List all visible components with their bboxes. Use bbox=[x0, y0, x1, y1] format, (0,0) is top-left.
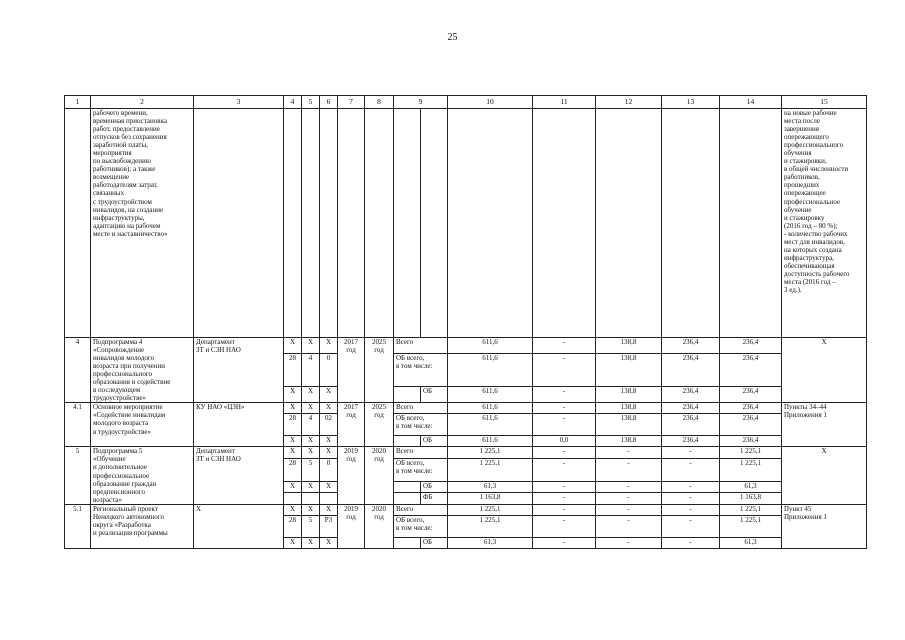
code-cell: Р3 bbox=[320, 515, 338, 537]
value-2018: - bbox=[596, 481, 662, 492]
value-2017: - bbox=[533, 458, 596, 481]
indicator-note: Пункт 45 Приложения 1 bbox=[782, 504, 867, 548]
code-cell: Х bbox=[302, 338, 320, 354]
code-cell: 0 bbox=[320, 354, 338, 387]
value-2017: - bbox=[533, 403, 596, 414]
value-2020: 236,4 bbox=[720, 436, 782, 447]
code-cell: Х bbox=[320, 504, 338, 515]
activity-name: Подпрограмма 5 «Обучение и дополнительное профессиональное образование граждан предпенсионного возраста» bbox=[91, 447, 194, 504]
value-2020: 1 225,1 bbox=[720, 458, 782, 481]
end-year: 2025 год bbox=[365, 403, 394, 447]
column-number-1: 1 bbox=[65, 96, 91, 109]
value-2018: 138,8 bbox=[596, 414, 662, 436]
code-cell: 5 bbox=[302, 515, 320, 537]
value-2019: 236,4 bbox=[662, 338, 720, 354]
source-label: ОБ всего, в том числе: bbox=[394, 354, 448, 387]
code-cell: Х bbox=[302, 481, 320, 492]
value-total: 1 225,1 bbox=[448, 447, 533, 458]
value-2020: 236,4 bbox=[720, 414, 782, 436]
value-2018: 138,8 bbox=[596, 387, 662, 403]
value-total: 1 163,8 bbox=[448, 493, 533, 505]
source-label bbox=[394, 537, 421, 548]
start-year: 2017 год bbox=[338, 338, 365, 403]
value-2019: - bbox=[662, 481, 720, 492]
column-number-8: 8 bbox=[365, 96, 394, 109]
value-2020: 1 225,1 bbox=[720, 504, 782, 515]
table-row bbox=[65, 504, 867, 515]
code-cell: Х bbox=[320, 338, 338, 354]
executor: Департамент ЗТ и СЗН НАО bbox=[194, 447, 284, 504]
executor: Департамент ЗТ и СЗН НАО bbox=[194, 338, 284, 403]
column-number-7: 7 bbox=[338, 96, 365, 109]
value-2018: - bbox=[596, 515, 662, 537]
code-cell: Х bbox=[284, 338, 302, 354]
code-cell: 28 bbox=[284, 414, 302, 436]
value-2018: - bbox=[596, 504, 662, 515]
value-total: 611,6 bbox=[448, 436, 533, 447]
value-2020: 236,4 bbox=[720, 354, 782, 387]
value-2018: - bbox=[596, 537, 662, 548]
source-label: Всего bbox=[394, 447, 448, 458]
column-number-14: 14 bbox=[720, 96, 782, 109]
empty-cell bbox=[394, 109, 421, 338]
column-number-2: 2 bbox=[91, 96, 194, 109]
start-year: 2019 год bbox=[338, 447, 365, 504]
source-sublabel: ОБ bbox=[421, 537, 448, 548]
value-total: 611,6 bbox=[448, 387, 533, 403]
value-2019: - bbox=[662, 458, 720, 481]
code-cell: Х bbox=[284, 387, 302, 403]
value-2019: 236,4 bbox=[662, 436, 720, 447]
code-cell: Х bbox=[302, 537, 320, 548]
code-cell: Х bbox=[302, 403, 320, 414]
column-number-9: 9 bbox=[394, 96, 448, 109]
indicator-note: Х bbox=[782, 447, 867, 504]
code-cell: Х bbox=[320, 481, 338, 492]
end-year: 2025 год bbox=[365, 338, 394, 403]
empty-cell bbox=[533, 109, 596, 338]
code-cell: Х bbox=[302, 504, 320, 515]
value-2017: - bbox=[533, 504, 596, 515]
value-2017: - bbox=[533, 481, 596, 492]
indicator-note: Х bbox=[782, 338, 867, 403]
value-2017: - bbox=[533, 414, 596, 436]
executor: Х bbox=[194, 504, 284, 548]
program-table bbox=[64, 95, 867, 549]
empty-cell bbox=[194, 109, 284, 338]
activity-name: Основное мероприятие «Содействие инвалидам молодого возраста в трудоустройстве» bbox=[91, 403, 194, 447]
value-2018: 138,8 bbox=[596, 354, 662, 387]
value-total: 611,6 bbox=[448, 354, 533, 387]
row-number: 5 bbox=[65, 447, 91, 504]
code-cell: Х bbox=[302, 387, 320, 403]
value-2020: 236,4 bbox=[720, 403, 782, 414]
value-2019: - bbox=[662, 537, 720, 548]
value-2017: - bbox=[533, 447, 596, 458]
value-2019: - bbox=[662, 515, 720, 537]
value-2020: 1 225,1 bbox=[720, 447, 782, 458]
empty-cell bbox=[338, 109, 365, 338]
column-number-3: 3 bbox=[194, 96, 284, 109]
code-cell: 02 bbox=[320, 414, 338, 436]
value-2020: 61,3 bbox=[720, 481, 782, 492]
value-2018: 138,8 bbox=[596, 436, 662, 447]
value-2017: - bbox=[533, 387, 596, 403]
value-2018: - bbox=[596, 447, 662, 458]
value-2020: 1 163,8 bbox=[720, 493, 782, 505]
empty-cell bbox=[365, 109, 394, 338]
value-2018: - bbox=[596, 493, 662, 505]
code-cell: Х bbox=[320, 447, 338, 458]
row-number: 4 bbox=[65, 338, 91, 403]
activity-name: Региональный проект Ненецкого автономного округа «Разработка и реализация программы bbox=[91, 504, 194, 548]
value-2019: 236,4 bbox=[662, 387, 720, 403]
source-label: Всего bbox=[394, 504, 448, 515]
column-number-12: 12 bbox=[596, 96, 662, 109]
source-label bbox=[394, 436, 421, 447]
empty-cell bbox=[448, 109, 533, 338]
source-label bbox=[394, 387, 421, 403]
value-2017: - bbox=[533, 338, 596, 354]
code-cell bbox=[320, 493, 338, 505]
column-number-15: 15 bbox=[782, 96, 867, 109]
value-total: 1 225,1 bbox=[448, 458, 533, 481]
code-cell: Х bbox=[284, 481, 302, 492]
indicator-note: Пункты 34–44 Приложения 1 bbox=[782, 403, 867, 447]
value-total: 1 225,1 bbox=[448, 515, 533, 537]
code-cell bbox=[284, 493, 302, 505]
code-cell: Х bbox=[320, 537, 338, 548]
value-2020: 1 225,1 bbox=[720, 515, 782, 537]
code-cell: 0 bbox=[320, 458, 338, 481]
activity-name: Подпрограмма 4 «Сопровождение инвалидов молодого возраста при получении профессионального образования и содействие в последующем трудоустройстве» bbox=[91, 338, 194, 403]
empty-cell bbox=[720, 109, 782, 338]
code-cell: Х bbox=[284, 537, 302, 548]
column-number-row bbox=[65, 96, 867, 109]
cell-num bbox=[65, 109, 91, 338]
source-sublabel: ФБ bbox=[421, 493, 448, 505]
executor: КУ НАО «ЦЗН» bbox=[194, 403, 284, 447]
value-2019: - bbox=[662, 493, 720, 505]
code-cell: Х bbox=[320, 403, 338, 414]
source-label: ОБ всего, в том числе: bbox=[394, 515, 448, 537]
column-number-13: 13 bbox=[662, 96, 720, 109]
code-cell: Х bbox=[284, 504, 302, 515]
code-cell: Х bbox=[302, 447, 320, 458]
source-sublabel: ОБ bbox=[421, 387, 448, 403]
table-row bbox=[65, 447, 867, 458]
value-2019: 236,4 bbox=[662, 354, 720, 387]
value-2019: - bbox=[662, 447, 720, 458]
source-label: Всего bbox=[394, 338, 448, 354]
value-2017: - bbox=[533, 354, 596, 387]
value-total: 611,6 bbox=[448, 403, 533, 414]
source-label: ОБ всего, в том числе: bbox=[394, 414, 448, 436]
empty-cell bbox=[284, 109, 302, 338]
start-year: 2019 год bbox=[338, 504, 365, 548]
value-2017: - bbox=[533, 493, 596, 505]
column-number-5: 5 bbox=[302, 96, 320, 109]
source-sublabel: ОБ bbox=[421, 481, 448, 492]
code-cell: Х bbox=[284, 436, 302, 447]
value-2018: - bbox=[596, 458, 662, 481]
start-year: 2017 год bbox=[338, 403, 365, 447]
value-2020: 236,4 bbox=[720, 338, 782, 354]
value-2019: 236,4 bbox=[662, 403, 720, 414]
code-cell: Х bbox=[284, 403, 302, 414]
code-cell: Х bbox=[284, 447, 302, 458]
indicator-note: на новые рабочие места после завершения опережающего профессионального обучения и стажировки, в общей численности работников, прошедших опережающее профессиональное обучение и стажировку (2016 год – 80 %); - количество рабочих мест для инвалидов, на которых создана инфраструктура, обеспечивающая доступность рабочего места (2016 год – 3 ед.). bbox=[782, 109, 867, 338]
empty-cell bbox=[662, 109, 720, 338]
code-cell: Х bbox=[320, 387, 338, 403]
column-number-11: 11 bbox=[533, 96, 596, 109]
row-number: 5.1 bbox=[65, 504, 91, 548]
value-2019: 236,4 bbox=[662, 414, 720, 436]
empty-cell bbox=[302, 109, 320, 338]
row-number: 4.1 bbox=[65, 403, 91, 447]
value-total: 1 225,1 bbox=[448, 504, 533, 515]
value-total: 61,3 bbox=[448, 481, 533, 492]
code-cell: 4 bbox=[302, 354, 320, 387]
code-cell: 28 bbox=[284, 458, 302, 481]
value-total: 611,6 bbox=[448, 338, 533, 354]
empty-cell bbox=[596, 109, 662, 338]
value-2018: 138,8 bbox=[596, 338, 662, 354]
source-label bbox=[394, 481, 421, 492]
code-cell: 28 bbox=[284, 515, 302, 537]
value-total: 61,3 bbox=[448, 537, 533, 548]
table-row bbox=[65, 338, 867, 354]
value-2017: 0,0 bbox=[533, 436, 596, 447]
code-cell: 5 bbox=[302, 458, 320, 481]
column-number-6: 6 bbox=[320, 96, 338, 109]
source-label bbox=[394, 493, 421, 505]
value-2020: 61,3 bbox=[720, 537, 782, 548]
code-cell bbox=[302, 493, 320, 505]
page-number: 25 bbox=[447, 32, 458, 43]
value-2017: - bbox=[533, 515, 596, 537]
code-cell: 4 bbox=[302, 414, 320, 436]
source-sublabel: ОБ bbox=[421, 436, 448, 447]
activity-name: рабочего времени, временная приостановка работ, предоставление отпусков без сохранения заработной платы, мероприятия по высвобождению работников); а также возмещение работодателям затрат, связанных с трудоустройством инвалидов, на создание инфраструктуры, адаптацию на рабочем месте и наставничество» bbox=[91, 109, 194, 338]
code-cell: 28 bbox=[284, 354, 302, 387]
continuation-row bbox=[65, 109, 867, 338]
value-2020: 236,4 bbox=[720, 387, 782, 403]
source-label: Всего bbox=[394, 403, 448, 414]
value-total: 611,6 bbox=[448, 414, 533, 436]
source-label: ОБ всего, в том числе: bbox=[394, 458, 448, 481]
end-year: 2020 год bbox=[365, 504, 394, 548]
code-cell: Х bbox=[302, 436, 320, 447]
column-number-4: 4 bbox=[284, 96, 302, 109]
end-year: 2020 год bbox=[365, 447, 394, 504]
table-row bbox=[65, 403, 867, 414]
value-2017: - bbox=[533, 537, 596, 548]
value-2019: - bbox=[662, 504, 720, 515]
column-number-10: 10 bbox=[448, 96, 533, 109]
value-2018: 138,8 bbox=[596, 403, 662, 414]
code-cell: Х bbox=[320, 436, 338, 447]
empty-cell bbox=[320, 109, 338, 338]
empty-cell bbox=[421, 109, 448, 338]
